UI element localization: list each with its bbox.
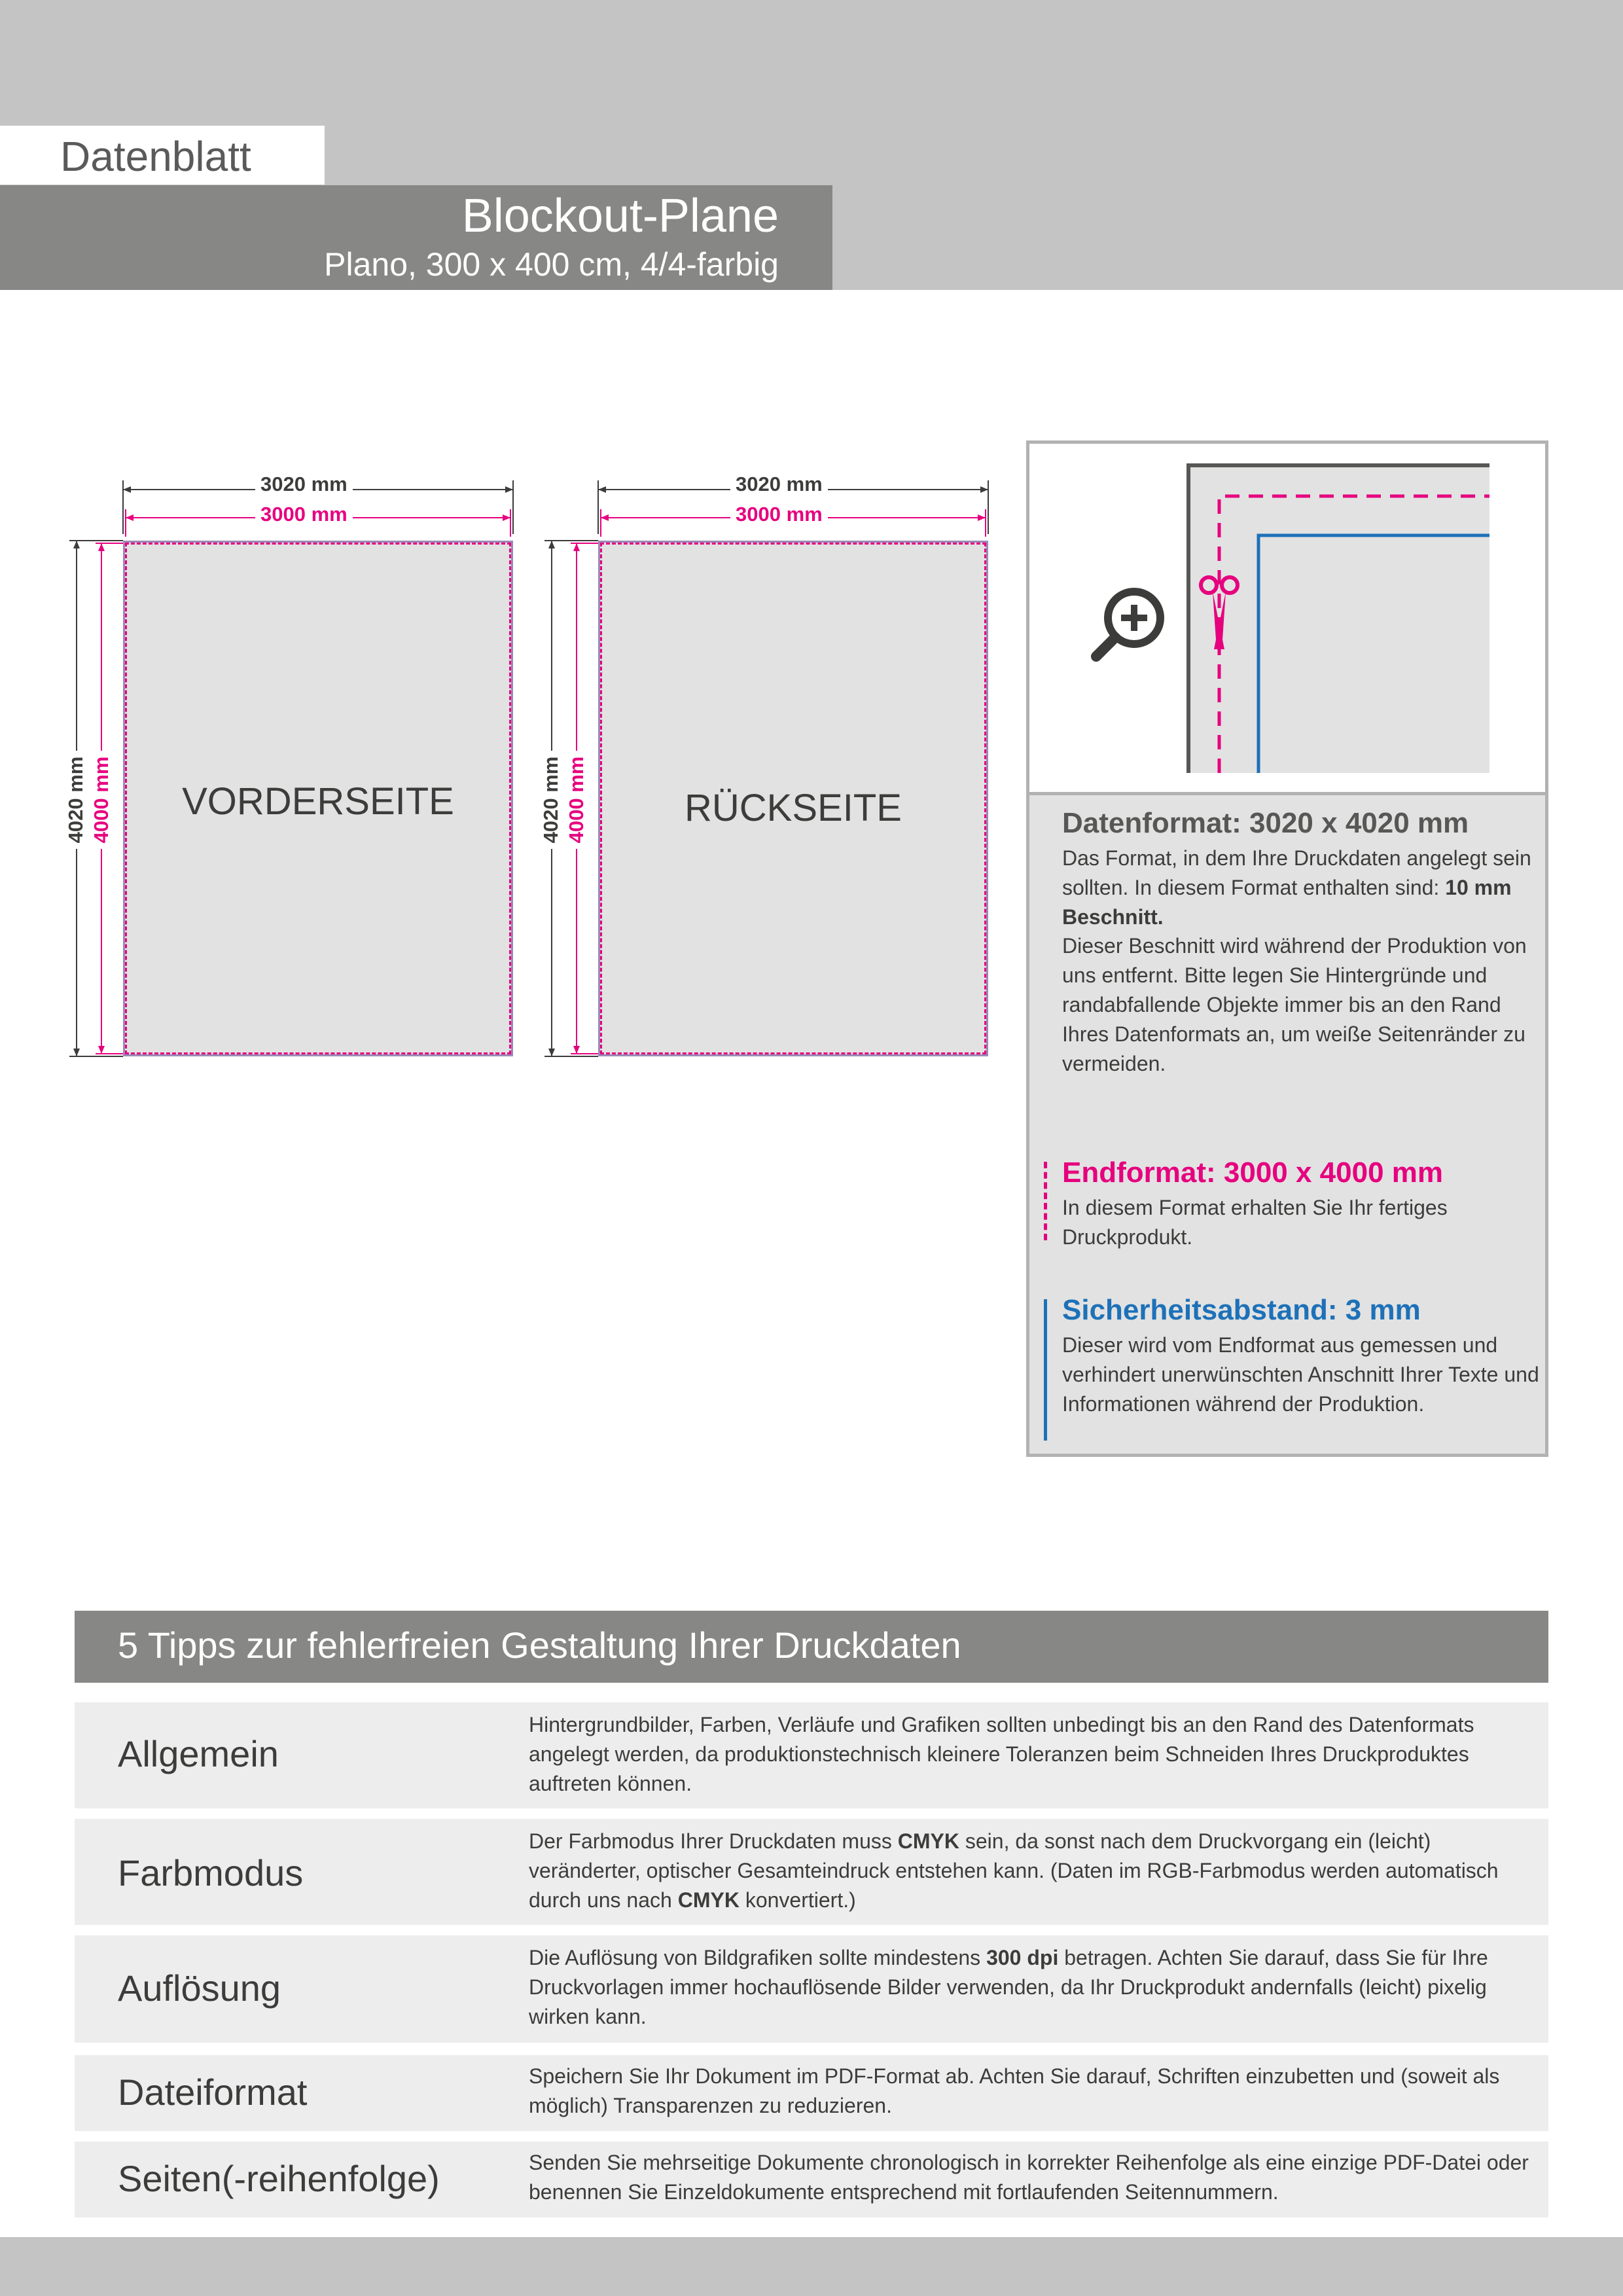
tip-text-bold: CMYK [897, 1829, 959, 1853]
data-width-label: 3020 mm [255, 473, 353, 496]
diagram-back [541, 471, 999, 1067]
tip-row-seiten [75, 2142, 1548, 2217]
endformat-marker [1044, 1162, 1047, 1240]
front-side-label: VORDERSEITE [182, 780, 454, 823]
tip-title: Auflösung [118, 1967, 281, 2009]
sicherheit-text: Dieser wird vom Endformat aus gemessen und verhindert unerwünschten Anschnitt Ihrer Texte und Informationen während der Produktion. [1062, 1333, 1539, 1416]
tip-text [529, 1827, 1537, 1915]
footer-band [0, 2237, 1623, 2296]
datenformat-text-bold: 10 mm Beschnitt. [1062, 876, 1512, 929]
zoom-in-icon [1082, 581, 1173, 673]
tip-row-dateiformat [75, 2055, 1548, 2131]
tip-text: Hintergrundbilder, Farben, Verläufe und Grafiken sollten unbedingt bis an den Rand des Datenformats angelegt werden, da produktionstechnisch kleinere Toleranzen beim Schneiden Ihres Druckproduktes auftreten können. [529, 1713, 1474, 1795]
diagram-front [65, 471, 524, 1067]
data-width-label: 3020 mm [730, 473, 828, 496]
tip-text: Senden Sie mehrseitige Dokumente chronologisch in korrekter Reihenfolge als eine einzige PDF-Datei oder benennen Sie Einzeldokumente entsprechend mit fortlaufenden Seitennummern. [529, 2151, 1529, 2204]
sicherheit-marker [1044, 1299, 1047, 1441]
final-width-label: 3000 mm [730, 503, 828, 526]
datenformat-heading: Datenformat: 3020 x 4020 mm [1062, 807, 1469, 839]
product-subtitle: Plano, 300 x 400 cm, 4/4-farbig [324, 246, 779, 283]
tip-text [529, 1943, 1537, 2032]
datenformat-text-main: Das Format, in dem Ihre Druckdaten angelegt sein sollten. In diesem Format enthalten sind: [1062, 846, 1531, 899]
info-panel [1026, 440, 1548, 1457]
product-title: Blockout-Plane [461, 190, 779, 242]
data-height-label: 4020 mm [539, 751, 563, 849]
tip-text-bold: CMYK [677, 1888, 740, 1912]
final-width-label: 3000 mm [255, 503, 353, 526]
product-box [0, 185, 832, 290]
scissors-icon [1198, 571, 1240, 656]
tip-row-aufloesung [75, 1935, 1548, 2043]
final-height-label: 4000 mm [90, 751, 113, 849]
back-side-label: RÜCKSEITE [685, 787, 902, 829]
front-sheet [123, 541, 513, 1056]
tip-row-allgemein [75, 1702, 1548, 1808]
back-sheet [598, 541, 988, 1056]
tip-row-farbmodus [75, 1819, 1548, 1925]
tip-text-part: Der Farbmodus Ihrer Druckdaten muss [529, 1829, 898, 1853]
tip-text-part: Die Auflösung von Bildgrafiken sollte mindestens [529, 1946, 987, 1969]
doc-label [0, 126, 325, 185]
tip-text-part: betragen. Achten Sie darauf, dass Sie für Ihre Druckvorlagen immer hochauflösende Bilder verwenden, da Ihr Druckprodukt andernfalls (leicht) pixelig wirken kann. [529, 1946, 1488, 2028]
tip-title: Seiten(-reihenfolge) [118, 2158, 440, 2199]
tip-text-part: konvertiert.) [739, 1888, 856, 1912]
zoom-detail [1029, 444, 1545, 792]
data-height-label: 4020 mm [64, 751, 88, 849]
final-height-label: 4000 mm [565, 751, 588, 849]
tip-title: Allgemein [118, 1733, 279, 1774]
tips-title: 5 Tipps zur fehlerfreien Gestaltung Ihrer Druckdaten [118, 1624, 961, 1666]
tip-title: Farbmodus [118, 1852, 304, 1893]
info-text-area [1029, 792, 1545, 1454]
datenformat-text [1062, 844, 1546, 932]
datenformat-text-2: Dieser Beschnitt wird während der Produktion von uns entfernt. Bitte legen Sie Hintergründe und randabfallende Objekte immer bis an den Rand Ihres Datenformats an, um weiße Seitenränder zu vermeiden. [1062, 934, 1527, 1075]
tip-title: Dateiformat [118, 2072, 308, 2113]
tip-text: Speichern Sie Ihr Dokument im PDF-Format ab. Achten Sie darauf, Schriften einzubetten und (soweit als möglich) Transparenzen zu reduzieren. [529, 2064, 1500, 2117]
tip-text-bold: 300 dpi [986, 1946, 1059, 1969]
doc-label-text: Datenblatt [60, 133, 251, 180]
tip-text-part: sein, da sonst nach dem Druckvorgang ein (leicht) veränderter, optischer Gesamteindruck entstehen kann. (Daten im RGB-Farbmodus werden automatisch durch uns nach [529, 1829, 1499, 1912]
tips-header [75, 1611, 1548, 1683]
sicherheit-heading: Sicherheitsabstand: 3 mm [1062, 1294, 1421, 1326]
endformat-heading: Endformat: 3000 x 4000 mm [1062, 1157, 1444, 1189]
endformat-text: In diesem Format erhalten Sie Ihr fertiges Druckprodukt. [1062, 1196, 1448, 1249]
